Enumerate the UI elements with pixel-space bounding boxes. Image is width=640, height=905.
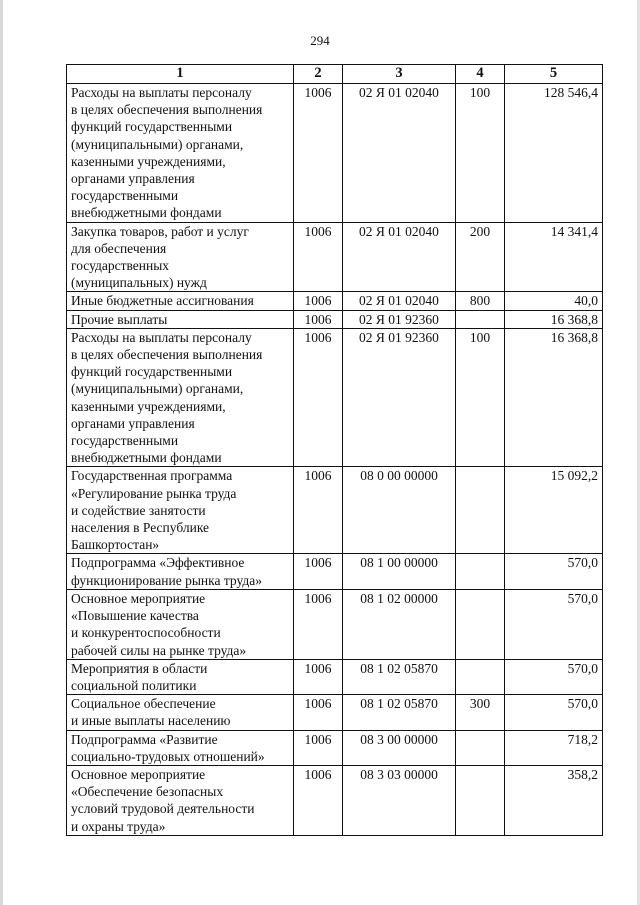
table-header-row [67,65,603,84]
table-row [67,659,603,694]
row-code-cell: 02 Я 01 92360 [343,328,456,467]
row-name-line: рабочей силы на рынке труда» [71,642,247,658]
column-header-5: 5 [505,65,603,84]
row-expense-type-cell: 800 [456,292,505,310]
row-name-line: государственных [71,258,170,274]
row-name-line: и конкурентоспособности [71,625,221,641]
row-expense-type-cell [456,765,505,835]
row-name-line: внебюджетными фондами [71,205,222,221]
row-name-line: органами управления [71,171,195,187]
row-code-cell: 02 Я 01 92360 [343,310,456,328]
row-name-line: внебюджетными фондами [71,450,222,466]
row-name-cell [67,765,294,835]
row-name-cell [67,730,294,765]
row-code-cell: 08 1 02 05870 [343,695,456,730]
row-name-line: Социальное обеспечение [71,696,216,712]
row-name-cell [67,554,294,589]
row-expense-type-cell [456,554,505,589]
row-section-cell: 1006 [294,695,343,730]
row-name-cell [67,84,294,223]
row-name-line: Закупка товаров, работ и услуг [71,223,249,239]
row-code-cell: 08 1 02 05870 [343,659,456,694]
row-expense-type-cell: 100 [456,84,505,223]
row-name-line: Основное мероприятие [71,590,206,606]
row-name-cell [67,292,294,310]
row-amount-cell: 358,2 [505,765,603,835]
row-name-line: (муниципальных) нужд [71,275,207,291]
row-name-line: и содействие занятости [71,502,206,518]
row-name-line: Иные бюджетные ассигнования [71,293,254,309]
row-name-line: Основное мероприятие [71,766,206,782]
table-row [67,695,603,730]
table-row [67,328,603,467]
row-name-line: в целях обеспечения выполнения [71,347,263,363]
row-amount-cell: 15 092,2 [505,467,603,554]
row-code-cell: 08 0 00 00000 [343,467,456,554]
row-section-cell: 1006 [294,84,343,223]
row-name-line: (муниципальными) органами, [71,136,244,152]
table-row [67,554,603,589]
row-name-line: Башкортостан» [71,537,160,553]
row-name-line: для обеспечения [71,240,167,256]
row-amount-cell: 16 368,8 [505,328,603,467]
row-code-cell: 08 3 00 00000 [343,730,456,765]
row-name-line: «Регулирование рынка труда [71,485,237,501]
row-name-line: функций государственными [71,119,233,135]
row-expense-type-cell: 100 [456,328,505,467]
row-amount-cell: 40,0 [505,292,603,310]
row-name-line: Подпрограмма «Развитие [71,731,218,747]
row-section-cell: 1006 [294,467,343,554]
row-name-line: и охраны труда» [71,818,166,834]
table-row [67,589,603,659]
column-header-2: 2 [294,65,343,84]
row-amount-cell: 570,0 [505,659,603,694]
row-name-line: и иные выплаты населению [71,713,231,729]
row-amount-cell: 570,0 [505,554,603,589]
row-section-cell: 1006 [294,765,343,835]
row-code-cell: 08 3 03 00000 [343,765,456,835]
row-name-cell [67,222,294,292]
row-amount-cell: 570,0 [505,589,603,659]
row-section-cell: 1006 [294,310,343,328]
column-header-3: 3 [343,65,456,84]
budget-table [66,64,603,836]
row-expense-type-cell [456,730,505,765]
page-number: 294 [310,33,330,48]
row-name-line: населения в Республике [71,520,210,536]
row-name-cell [67,328,294,467]
row-name-cell [67,310,294,328]
row-code-cell: 02 Я 01 02040 [343,292,456,310]
row-amount-cell: 128 546,4 [505,84,603,223]
table-body [67,84,603,836]
row-section-cell: 1006 [294,292,343,310]
row-name-line: Расходы на выплаты персоналу [71,329,252,345]
table-row [67,765,603,835]
row-name-line: органами управления [71,415,195,431]
row-name-line: условий трудовой деятельности [71,801,255,817]
row-expense-type-cell: 300 [456,695,505,730]
table-row [67,310,603,328]
row-name-line: «Обеспечение безопасных [71,784,224,800]
row-section-cell: 1006 [294,589,343,659]
row-name-line: Прочие выплаты [71,311,168,327]
table-row [67,222,603,292]
row-expense-type-cell [456,467,505,554]
row-amount-cell: 570,0 [505,695,603,730]
row-name-line: в целях обеспечения выполнения [71,102,263,118]
row-name-line: казенными учреждениями, [71,153,226,169]
table-row [67,84,603,223]
row-amount-cell: 14 341,4 [505,222,603,292]
row-expense-type-cell: 200 [456,222,505,292]
column-header-1: 1 [67,65,294,84]
column-header-4: 4 [456,65,505,84]
table-row [67,467,603,554]
row-expense-type-cell [456,659,505,694]
row-name-line: казенными учреждениями, [71,398,226,414]
row-section-cell: 1006 [294,659,343,694]
row-name-line: Расходы на выплаты персоналу [71,85,252,100]
row-section-cell: 1006 [294,328,343,467]
row-code-cell: 08 1 00 00000 [343,554,456,589]
row-code-cell: 02 Я 01 02040 [343,222,456,292]
table-row [67,292,603,310]
row-expense-type-cell [456,589,505,659]
row-name-cell [67,659,294,694]
row-name-line: «Повышение качества [71,608,199,624]
row-code-cell: 08 1 02 00000 [343,589,456,659]
row-section-cell: 1006 [294,730,343,765]
row-name-cell [67,589,294,659]
row-name-cell [67,467,294,554]
scan-edge-left [0,0,3,905]
row-name-line: (муниципальными) органами, [71,381,244,397]
row-name-cell [67,695,294,730]
row-name-line: функционирование рынка труда» [71,572,263,588]
row-amount-cell: 718,2 [505,730,603,765]
row-name-line: функций государственными [71,364,233,380]
row-name-line: Государственная программа [71,468,233,484]
row-name-line: Подпрограмма «Эффективное [71,555,245,571]
row-name-line: государственными [71,433,179,449]
row-name-line: государственными [71,188,179,204]
row-name-line: социальной политики [71,677,197,693]
row-section-cell: 1006 [294,554,343,589]
row-name-line: социально-трудовых отношений» [71,748,265,764]
row-name-line: Мероприятия в области [71,660,208,676]
row-code-cell: 02 Я 01 02040 [343,84,456,223]
row-amount-cell: 16 368,8 [505,310,603,328]
row-section-cell: 1006 [294,222,343,292]
row-expense-type-cell [456,310,505,328]
table-row [67,730,603,765]
